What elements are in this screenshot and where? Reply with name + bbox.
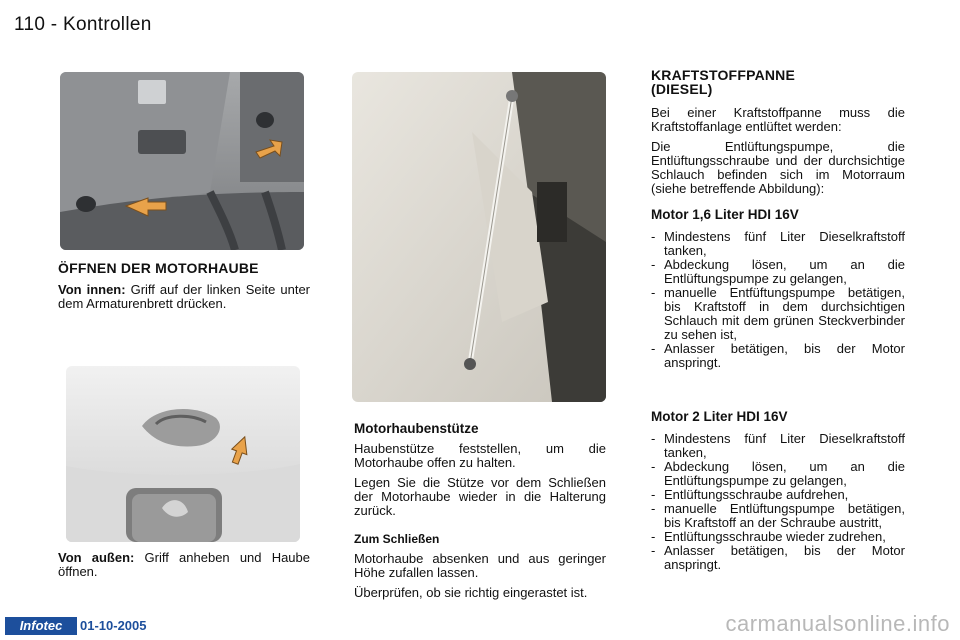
list-item: - Abdeckung lösen, um an die Entlüftungspumpe zu gelangen, — [651, 258, 905, 286]
inner-instruction — [58, 283, 310, 311]
hood-support-title: Motorhaubenstütze — [354, 421, 479, 436]
list-item: - Mindestens fünf Liter Dieselkraftstoff tanken, — [651, 230, 905, 258]
inner-text: Griff auf der linken Seite unter dem Armaturenbrett drücken. — [58, 282, 311, 311]
list-item: - Anlasser betätigen, bis der Motor anspringt. — [651, 544, 905, 572]
fuel-intro-1: Bei einer Kraftstoffpanne muss die Kraftstoffanlage entlüftet werden: — [651, 105, 905, 134]
hood-open-title: ÖFFNEN DER MOTORHAUBE — [58, 260, 259, 276]
list-item: - Entlüftungsschraube wieder zudrehen, — [651, 530, 905, 544]
engine-16-steps — [651, 230, 905, 370]
list-item: - manuelle Entfüftungspumpe betätigen, bis Kraftstoff in dem durchsichtigen Schlauch mit dem grünen Steckverbinder zu sehen ist, — [651, 286, 905, 342]
hood-support-p2: Legen Sie die Stütze vor dem Schließen der Motorhaube wieder in die Halterung zurück. — [354, 475, 606, 518]
inner-label: Von innen: — [58, 282, 126, 297]
list-item: - Abdeckung lösen, um an die Entlüftungspumpe zu gelangen, — [651, 460, 905, 488]
watermark: carmanualsonline.info — [725, 611, 950, 636]
closing-p1: Motorhaube absenken und aus geringer Höhe zufallen lassen. — [354, 551, 606, 580]
closing-subtitle: Zum Schließen — [354, 532, 440, 546]
fuel-failure-section — [651, 68, 905, 572]
engine-16-title: Motor 1,6 Liter HDI 16V — [651, 207, 799, 222]
closing-p2: Überprüfen, ob sie richtig eingerastet ist. — [354, 585, 588, 600]
outer-label: Von außen: — [58, 550, 135, 565]
outer-text: Griff anheben und Haube öffnen. — [58, 550, 310, 579]
list-item: - Anlasser betätigen, bis der Motor anspringt. — [651, 342, 905, 370]
engine-20-title: Motor 2 Liter HDI 16V — [651, 409, 788, 424]
header-separator: - — [50, 14, 58, 35]
section-title: Kontrollen — [63, 14, 152, 35]
fuel-failure-title-2: (DIESEL) — [651, 81, 713, 97]
list-item: - Mindestens fünf Liter Dieselkraftstoff tanken, — [651, 432, 905, 460]
page-header — [14, 14, 152, 36]
photo-hood-prop-rod — [352, 72, 606, 402]
page-number: 110 — [14, 14, 46, 35]
footer-date: 01-10-2005 — [80, 618, 147, 633]
hood-support-p1: Haubenstütze feststellen, um die Motorhaube offen zu halten. — [354, 441, 606, 470]
list-item: - manuelle Entlüftungspumpe betätigen, bis Kraftstoff an der Schraube austritt, — [651, 502, 905, 530]
infotec-logo: Infotec — [5, 617, 77, 635]
list-item: - Entlüftungsschraube aufdrehen, — [651, 488, 905, 502]
engine-20-steps — [651, 432, 905, 572]
hood-open-section — [58, 261, 310, 317]
photo-interior-hood-release — [60, 72, 304, 250]
fuel-failure-title-1: KRAFTSTOFFPANNE — [651, 67, 796, 83]
photo-exterior-hood-lever — [66, 366, 300, 542]
outer-instruction — [58, 551, 310, 585]
hood-support-section — [354, 422, 606, 606]
fuel-intro-2: Die Entlüftungspumpe, die Entlüftungsschraube und der durchsichtige Schlauch befinden sich im Motorraum (siehe betreffende Abbildung): — [651, 139, 905, 196]
